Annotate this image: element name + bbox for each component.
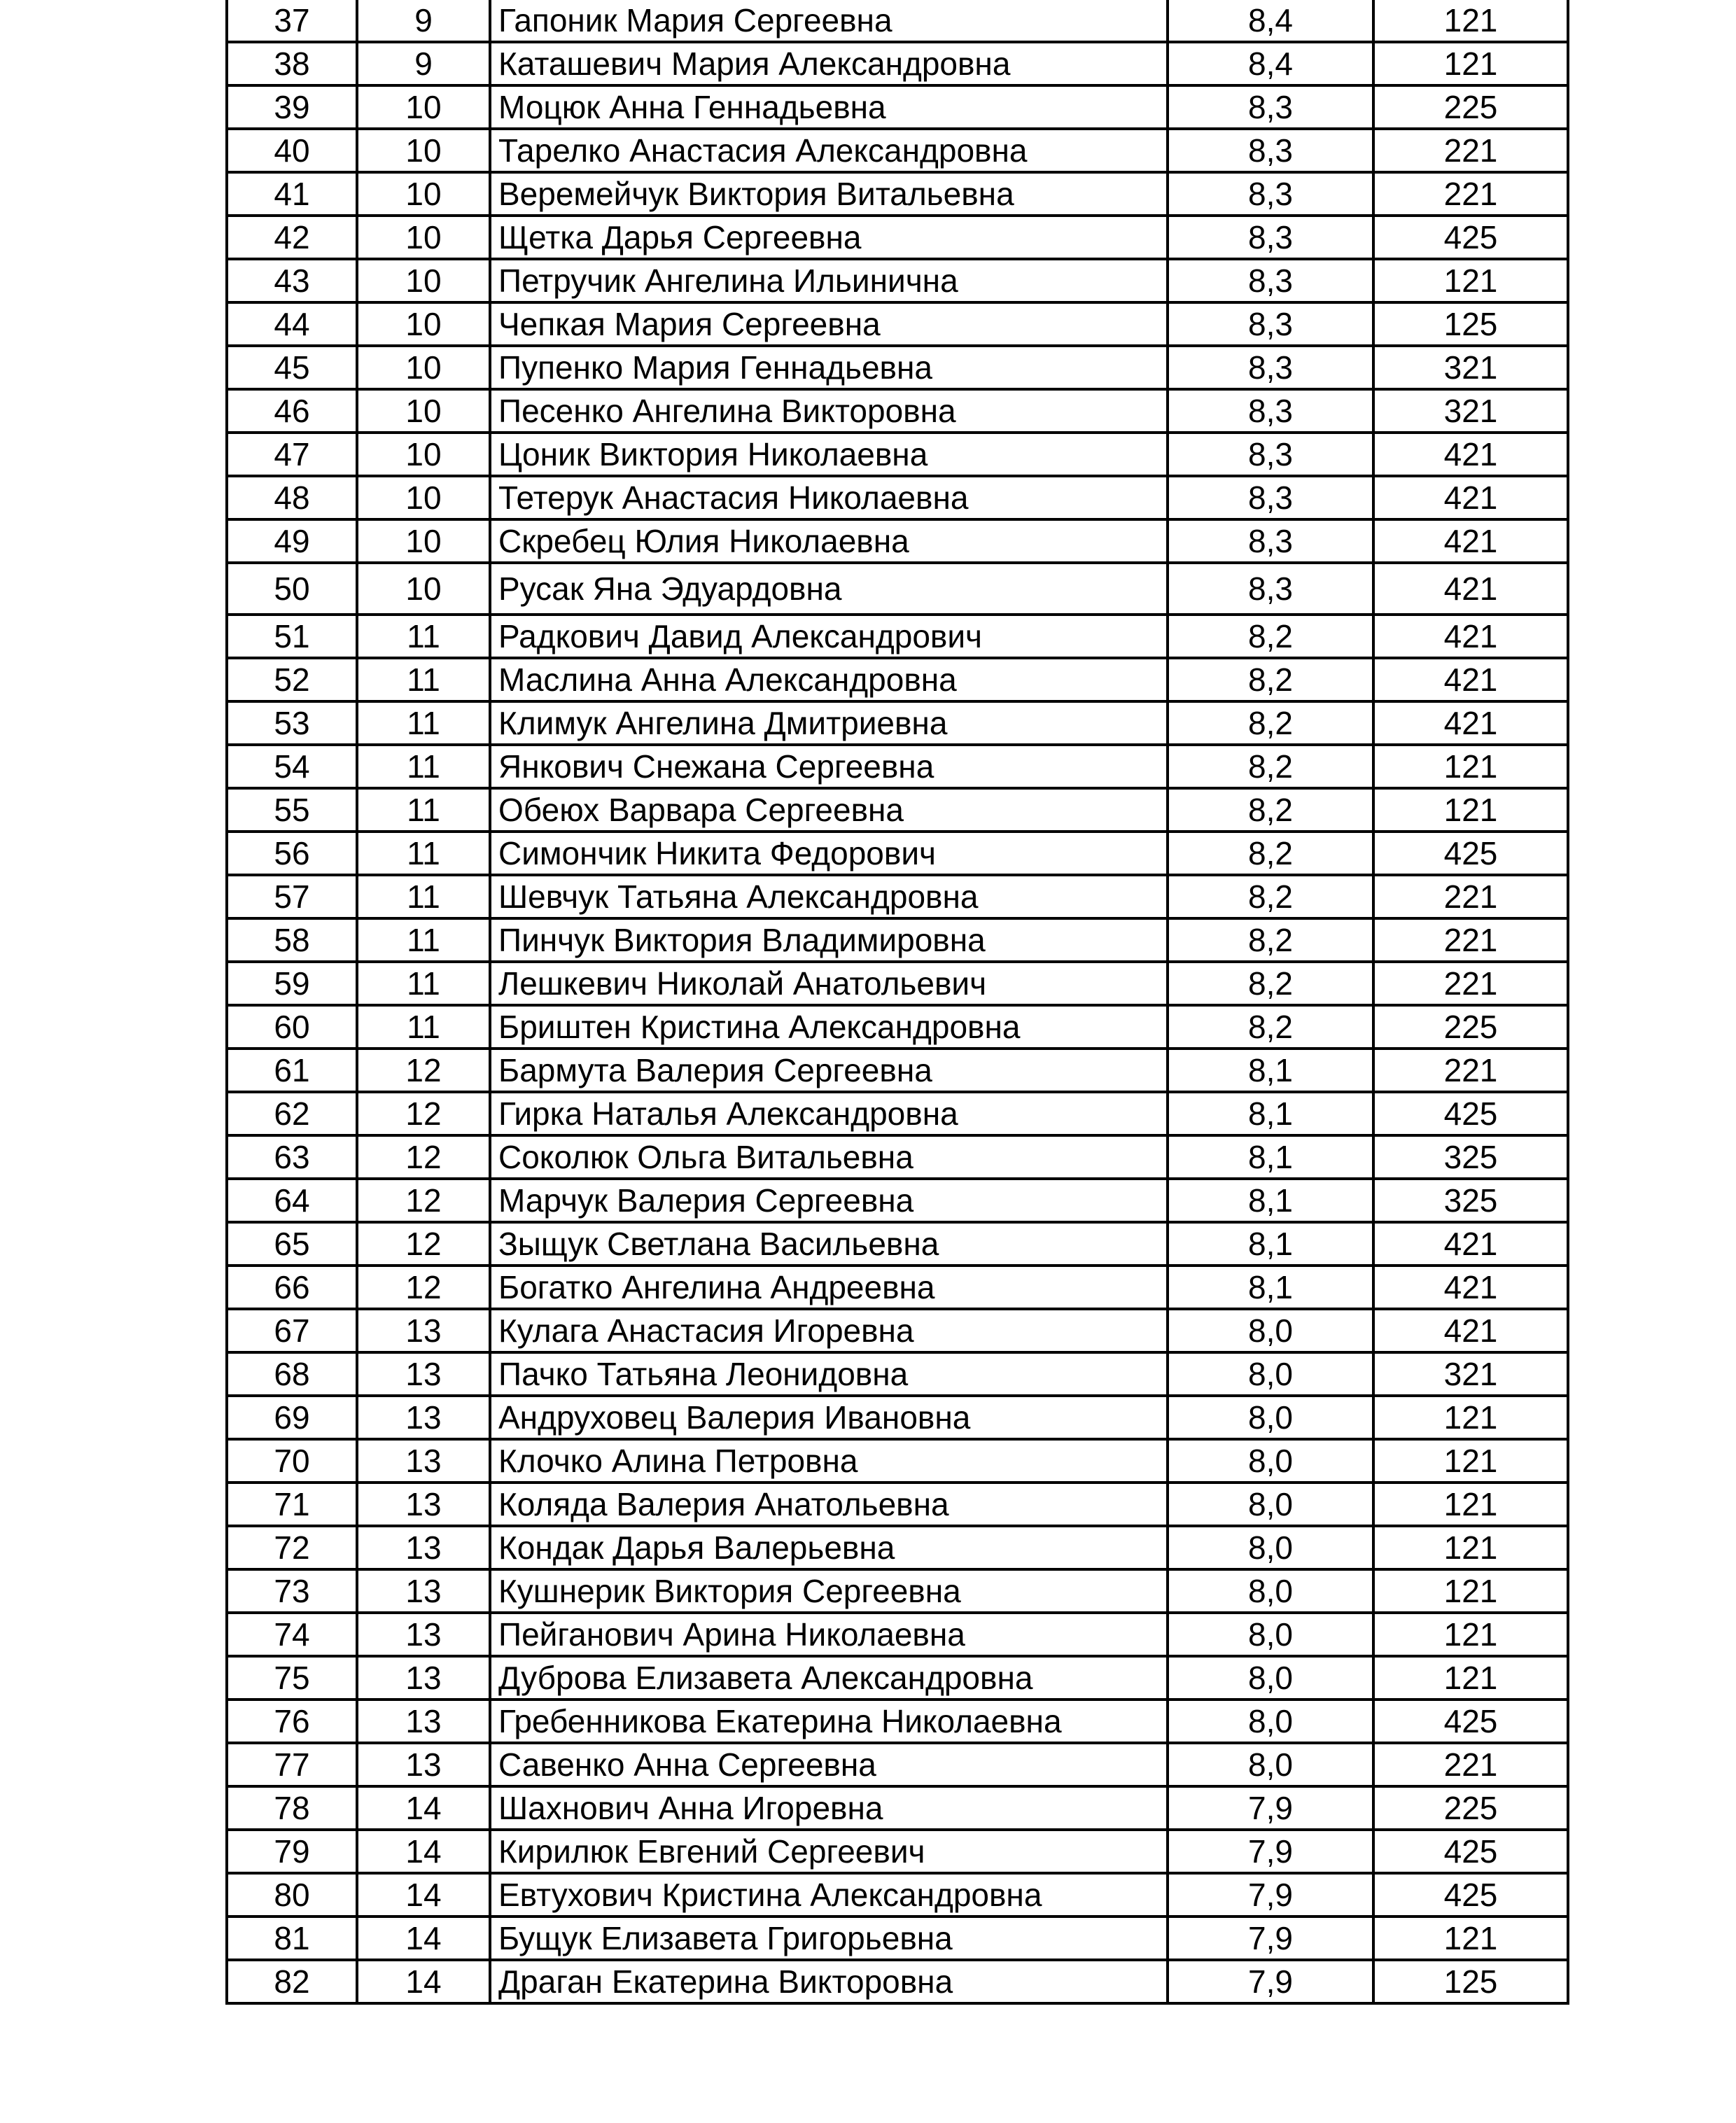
group-code-cell: 225 <box>1373 1005 1568 1049</box>
row-number-cell: 56 <box>227 832 357 875</box>
row-number-cell: 82 <box>227 1960 357 2003</box>
student-name-cell: Бармута Валерия Сергеевна <box>490 1049 1168 1092</box>
row-number-cell: 61 <box>227 1049 357 1092</box>
place-cell: 14 <box>357 1873 490 1917</box>
row-number-cell: 47 <box>227 433 357 476</box>
place-cell: 13 <box>357 1569 490 1613</box>
student-name-cell: Шахнович Анна Игоревна <box>490 1786 1168 1830</box>
table-row <box>227 1135 1568 1179</box>
table-row <box>227 832 1568 875</box>
table-row <box>227 1526 1568 1569</box>
group-code-cell: 121 <box>1373 42 1568 85</box>
average-score-cell: 8,1 <box>1168 1092 1373 1135</box>
student-name-cell: Соколюк Ольга Витальевна <box>490 1135 1168 1179</box>
row-number-cell: 62 <box>227 1092 357 1135</box>
row-number-cell: 37 <box>227 0 357 42</box>
group-code-cell: 421 <box>1373 563 1568 615</box>
group-code-cell: 221 <box>1373 172 1568 216</box>
table-row <box>227 1960 1568 2003</box>
average-score-cell: 7,9 <box>1168 1873 1373 1917</box>
place-cell: 12 <box>357 1049 490 1092</box>
place-cell: 10 <box>357 259 490 302</box>
average-score-cell: 8,3 <box>1168 259 1373 302</box>
table-row <box>227 42 1568 85</box>
place-cell: 10 <box>357 563 490 615</box>
row-number-cell: 59 <box>227 962 357 1005</box>
average-score-cell: 8,3 <box>1168 129 1373 172</box>
table-row <box>227 1743 1568 1786</box>
average-score-cell: 7,9 <box>1168 1917 1373 1960</box>
group-code-cell: 421 <box>1373 1309 1568 1352</box>
group-code-cell: 421 <box>1373 658 1568 701</box>
place-cell: 12 <box>357 1092 490 1135</box>
average-score-cell: 8,0 <box>1168 1526 1373 1569</box>
average-score-cell: 8,1 <box>1168 1222 1373 1266</box>
student-name-cell: Евтухович Кристина Александровна <box>490 1873 1168 1917</box>
group-code-cell: 121 <box>1373 745 1568 788</box>
place-cell: 12 <box>357 1266 490 1309</box>
student-name-cell: Бриштен Кристина Александровна <box>490 1005 1168 1049</box>
student-name-cell: Радкович Давид Александрович <box>490 615 1168 658</box>
average-score-cell: 8,3 <box>1168 346 1373 389</box>
group-code-cell: 421 <box>1373 1266 1568 1309</box>
group-code-cell: 421 <box>1373 476 1568 519</box>
place-cell: 10 <box>357 389 490 433</box>
student-name-cell: Кондак Дарья Валерьевна <box>490 1526 1168 1569</box>
table-row <box>227 1700 1568 1743</box>
row-number-cell: 52 <box>227 658 357 701</box>
group-code-cell: 121 <box>1373 788 1568 832</box>
group-code-cell: 425 <box>1373 216 1568 259</box>
average-score-cell: 8,0 <box>1168 1352 1373 1396</box>
average-score-cell: 8,2 <box>1168 832 1373 875</box>
group-code-cell: 121 <box>1373 1656 1568 1700</box>
place-cell: 9 <box>357 42 490 85</box>
group-code-cell: 121 <box>1373 1569 1568 1613</box>
student-name-cell: Русак Яна Эдуардовна <box>490 563 1168 615</box>
average-score-cell: 8,2 <box>1168 875 1373 918</box>
row-number-cell: 76 <box>227 1700 357 1743</box>
group-code-cell: 425 <box>1373 832 1568 875</box>
row-number-cell: 60 <box>227 1005 357 1049</box>
table-row <box>227 1179 1568 1222</box>
place-cell: 11 <box>357 875 490 918</box>
average-score-cell: 8,3 <box>1168 519 1373 563</box>
row-number-cell: 51 <box>227 615 357 658</box>
table-row <box>227 216 1568 259</box>
row-number-cell: 63 <box>227 1135 357 1179</box>
place-cell: 10 <box>357 476 490 519</box>
average-score-cell: 8,3 <box>1168 389 1373 433</box>
group-code-cell: 125 <box>1373 302 1568 346</box>
average-score-cell: 8,1 <box>1168 1179 1373 1222</box>
average-score-cell: 8,2 <box>1168 745 1373 788</box>
row-number-cell: 42 <box>227 216 357 259</box>
average-score-cell: 7,9 <box>1168 1960 1373 2003</box>
group-code-cell: 221 <box>1373 129 1568 172</box>
row-number-cell: 70 <box>227 1439 357 1483</box>
average-score-cell: 8,3 <box>1168 563 1373 615</box>
average-score-cell: 8,3 <box>1168 216 1373 259</box>
average-score-cell: 8,0 <box>1168 1613 1373 1656</box>
student-name-cell: Кирилюк Евгений Сергеевич <box>490 1830 1168 1873</box>
group-code-cell: 325 <box>1373 1179 1568 1222</box>
place-cell: 13 <box>357 1309 490 1352</box>
average-score-cell: 8,4 <box>1168 42 1373 85</box>
group-code-cell: 425 <box>1373 1830 1568 1873</box>
place-cell: 13 <box>357 1700 490 1743</box>
row-number-cell: 80 <box>227 1873 357 1917</box>
row-number-cell: 78 <box>227 1786 357 1830</box>
student-name-cell: Скребец Юлия Николаевна <box>490 519 1168 563</box>
average-score-cell: 8,2 <box>1168 615 1373 658</box>
place-cell: 14 <box>357 1917 490 1960</box>
table-row <box>227 1005 1568 1049</box>
place-cell: 10 <box>357 216 490 259</box>
table-row <box>227 1352 1568 1396</box>
row-number-cell: 75 <box>227 1656 357 1700</box>
student-name-cell: Коляда Валерия Анатольевна <box>490 1483 1168 1526</box>
place-cell: 9 <box>357 0 490 42</box>
row-number-cell: 64 <box>227 1179 357 1222</box>
place-cell: 11 <box>357 615 490 658</box>
table-row <box>227 745 1568 788</box>
student-name-cell: Марчук Валерия Сергеевна <box>490 1179 1168 1222</box>
table-row <box>227 1266 1568 1309</box>
student-name-cell: Петручик Ангелина Ильинична <box>490 259 1168 302</box>
row-number-cell: 73 <box>227 1569 357 1613</box>
table-row <box>227 259 1568 302</box>
table-row <box>227 1222 1568 1266</box>
student-name-cell: Богатко Ангелина Андреевна <box>490 1266 1168 1309</box>
student-name-cell: Пинчук Виктория Владимировна <box>490 918 1168 962</box>
table-row <box>227 701 1568 745</box>
table-row <box>227 1439 1568 1483</box>
table-row <box>227 658 1568 701</box>
average-score-cell: 8,0 <box>1168 1439 1373 1483</box>
table-row <box>227 346 1568 389</box>
place-cell: 10 <box>357 172 490 216</box>
row-number-cell: 49 <box>227 519 357 563</box>
table-row <box>227 1309 1568 1352</box>
ranking-table-container <box>225 0 1569 2005</box>
student-name-cell: Пачко Татьяна Леонидовна <box>490 1352 1168 1396</box>
place-cell: 14 <box>357 1960 490 2003</box>
group-code-cell: 321 <box>1373 389 1568 433</box>
group-code-cell: 425 <box>1373 1873 1568 1917</box>
student-name-cell: Зыщук Светлана Васильевна <box>490 1222 1168 1266</box>
row-number-cell: 65 <box>227 1222 357 1266</box>
place-cell: 11 <box>357 1005 490 1049</box>
student-name-cell: Янкович Снежана Сергеевна <box>490 745 1168 788</box>
row-number-cell: 41 <box>227 172 357 216</box>
group-code-cell: 121 <box>1373 1526 1568 1569</box>
place-cell: 10 <box>357 85 490 129</box>
place-cell: 13 <box>357 1439 490 1483</box>
average-score-cell: 8,0 <box>1168 1309 1373 1352</box>
row-number-cell: 44 <box>227 302 357 346</box>
average-score-cell: 8,2 <box>1168 918 1373 962</box>
row-number-cell: 71 <box>227 1483 357 1526</box>
average-score-cell: 7,9 <box>1168 1830 1373 1873</box>
student-name-cell: Кушнерик Виктория Сергеевна <box>490 1569 1168 1613</box>
table-row <box>227 0 1568 42</box>
average-score-cell: 8,2 <box>1168 962 1373 1005</box>
group-code-cell: 221 <box>1373 1743 1568 1786</box>
row-number-cell: 39 <box>227 85 357 129</box>
row-number-cell: 66 <box>227 1266 357 1309</box>
table-row <box>227 615 1568 658</box>
average-score-cell: 8,3 <box>1168 433 1373 476</box>
table-row <box>227 962 1568 1005</box>
average-score-cell: 8,3 <box>1168 476 1373 519</box>
place-cell: 12 <box>357 1179 490 1222</box>
student-name-cell: Бущук Елизавета Григорьевна <box>490 1917 1168 1960</box>
table-row <box>227 1613 1568 1656</box>
group-code-cell: 321 <box>1373 1352 1568 1396</box>
group-code-cell: 421 <box>1373 615 1568 658</box>
place-cell: 14 <box>357 1830 490 1873</box>
group-code-cell: 421 <box>1373 1222 1568 1266</box>
average-score-cell: 8,0 <box>1168 1743 1373 1786</box>
average-score-cell: 8,3 <box>1168 302 1373 346</box>
average-score-cell: 8,2 <box>1168 658 1373 701</box>
student-name-cell: Кулага Анастасия Игоревна <box>490 1309 1168 1352</box>
row-number-cell: 79 <box>227 1830 357 1873</box>
group-code-cell: 121 <box>1373 259 1568 302</box>
place-cell: 10 <box>357 346 490 389</box>
group-code-cell: 225 <box>1373 85 1568 129</box>
table-row <box>227 389 1568 433</box>
row-number-cell: 72 <box>227 1526 357 1569</box>
student-name-cell: Клочко Алина Петровна <box>490 1439 1168 1483</box>
row-number-cell: 38 <box>227 42 357 85</box>
place-cell: 13 <box>357 1352 490 1396</box>
table-row <box>227 788 1568 832</box>
place-cell: 12 <box>357 1135 490 1179</box>
student-name-cell: Драган Екатерина Викторовна <box>490 1960 1168 2003</box>
student-name-cell: Маслина Анна Александровна <box>490 658 1168 701</box>
group-code-cell: 421 <box>1373 519 1568 563</box>
average-score-cell: 8,2 <box>1168 788 1373 832</box>
table-row <box>227 1569 1568 1613</box>
table-row <box>227 476 1568 519</box>
row-number-cell: 69 <box>227 1396 357 1439</box>
table-row <box>227 1092 1568 1135</box>
group-code-cell: 121 <box>1373 1439 1568 1483</box>
average-score-cell: 8,1 <box>1168 1049 1373 1092</box>
table-row <box>227 563 1568 615</box>
student-name-cell: Шевчук Татьяна Александровна <box>490 875 1168 918</box>
row-number-cell: 55 <box>227 788 357 832</box>
group-code-cell: 121 <box>1373 1396 1568 1439</box>
ranking-table <box>225 0 1569 2005</box>
row-number-cell: 67 <box>227 1309 357 1352</box>
table-row <box>227 875 1568 918</box>
student-name-cell: Каташевич Мария Александровна <box>490 42 1168 85</box>
place-cell: 10 <box>357 433 490 476</box>
place-cell: 13 <box>357 1526 490 1569</box>
row-number-cell: 43 <box>227 259 357 302</box>
table-row <box>227 302 1568 346</box>
group-code-cell: 425 <box>1373 1092 1568 1135</box>
table-row <box>227 1483 1568 1526</box>
average-score-cell: 8,1 <box>1168 1135 1373 1179</box>
table-row <box>227 85 1568 129</box>
average-score-cell: 8,0 <box>1168 1483 1373 1526</box>
group-code-cell: 221 <box>1373 875 1568 918</box>
place-cell: 11 <box>357 962 490 1005</box>
row-number-cell: 77 <box>227 1743 357 1786</box>
table-row <box>227 918 1568 962</box>
student-name-cell: Дуброва Елизавета Александровна <box>490 1656 1168 1700</box>
group-code-cell: 221 <box>1373 918 1568 962</box>
student-name-cell: Андруховец Валерия Ивановна <box>490 1396 1168 1439</box>
place-cell: 11 <box>357 918 490 962</box>
student-name-cell: Пупенко Мария Геннадьевна <box>490 346 1168 389</box>
place-cell: 13 <box>357 1743 490 1786</box>
place-cell: 11 <box>357 745 490 788</box>
group-code-cell: 121 <box>1373 1917 1568 1960</box>
average-score-cell: 8,0 <box>1168 1700 1373 1743</box>
table-row <box>227 1917 1568 1960</box>
group-code-cell: 221 <box>1373 962 1568 1005</box>
table-row <box>227 519 1568 563</box>
student-name-cell: Обеюх Варвара Сергеевна <box>490 788 1168 832</box>
place-cell: 13 <box>357 1656 490 1700</box>
group-code-cell: 125 <box>1373 1960 1568 2003</box>
table-row <box>227 1656 1568 1700</box>
average-score-cell: 8,2 <box>1168 1005 1373 1049</box>
group-code-cell: 121 <box>1373 1613 1568 1656</box>
row-number-cell: 58 <box>227 918 357 962</box>
place-cell: 11 <box>357 788 490 832</box>
group-code-cell: 225 <box>1373 1786 1568 1830</box>
row-number-cell: 57 <box>227 875 357 918</box>
row-number-cell: 45 <box>227 346 357 389</box>
place-cell: 11 <box>357 832 490 875</box>
row-number-cell: 54 <box>227 745 357 788</box>
row-number-cell: 74 <box>227 1613 357 1656</box>
average-score-cell: 8,2 <box>1168 701 1373 745</box>
row-number-cell: 50 <box>227 563 357 615</box>
student-name-cell: Симончик Никита Федорович <box>490 832 1168 875</box>
group-code-cell: 421 <box>1373 433 1568 476</box>
table-row <box>227 129 1568 172</box>
row-number-cell: 68 <box>227 1352 357 1396</box>
table-row <box>227 1049 1568 1092</box>
average-score-cell: 7,9 <box>1168 1786 1373 1830</box>
place-cell: 10 <box>357 519 490 563</box>
group-code-cell: 425 <box>1373 1700 1568 1743</box>
student-name-cell: Гребенникова Екатерина Николаевна <box>490 1700 1168 1743</box>
student-name-cell: Климук Ангелина Дмитриевна <box>490 701 1168 745</box>
group-code-cell: 121 <box>1373 1483 1568 1526</box>
average-score-cell: 8,0 <box>1168 1569 1373 1613</box>
average-score-cell: 8,0 <box>1168 1396 1373 1439</box>
place-cell: 13 <box>357 1396 490 1439</box>
ranking-table-body <box>227 0 1568 2003</box>
place-cell: 14 <box>357 1786 490 1830</box>
average-score-cell: 8,3 <box>1168 172 1373 216</box>
student-name-cell: Гирка Наталья Александровна <box>490 1092 1168 1135</box>
group-code-cell: 321 <box>1373 346 1568 389</box>
table-row <box>227 1830 1568 1873</box>
place-cell: 11 <box>357 701 490 745</box>
student-name-cell: Щетка Дарья Сергеевна <box>490 216 1168 259</box>
average-score-cell: 8,0 <box>1168 1656 1373 1700</box>
table-row <box>227 433 1568 476</box>
group-code-cell: 325 <box>1373 1135 1568 1179</box>
row-number-cell: 48 <box>227 476 357 519</box>
student-name-cell: Тарелко Анастасия Александровна <box>490 129 1168 172</box>
student-name-cell: Моцюк Анна Геннадьевна <box>490 85 1168 129</box>
place-cell: 13 <box>357 1483 490 1526</box>
student-name-cell: Песенко Ангелина Викторовна <box>490 389 1168 433</box>
place-cell: 10 <box>357 129 490 172</box>
average-score-cell: 8,4 <box>1168 0 1373 42</box>
student-name-cell: Чепкая Мария Сергеевна <box>490 302 1168 346</box>
group-code-cell: 221 <box>1373 1049 1568 1092</box>
table-row <box>227 1786 1568 1830</box>
group-code-cell: 421 <box>1373 701 1568 745</box>
row-number-cell: 46 <box>227 389 357 433</box>
student-name-cell: Пейганович Арина Николаевна <box>490 1613 1168 1656</box>
row-number-cell: 53 <box>227 701 357 745</box>
student-name-cell: Савенко Анна Сергеевна <box>490 1743 1168 1786</box>
student-name-cell: Веремейчук Виктория Витальевна <box>490 172 1168 216</box>
student-name-cell: Тетерук Анастасия Николаевна <box>490 476 1168 519</box>
table-row <box>227 1873 1568 1917</box>
student-name-cell: Цоник Виктория Николаевна <box>490 433 1168 476</box>
row-number-cell: 40 <box>227 129 357 172</box>
place-cell: 12 <box>357 1222 490 1266</box>
group-code-cell: 121 <box>1373 0 1568 42</box>
place-cell: 10 <box>357 302 490 346</box>
student-name-cell: Лешкевич Николай Анатольевич <box>490 962 1168 1005</box>
table-row <box>227 172 1568 216</box>
row-number-cell: 81 <box>227 1917 357 1960</box>
table-row <box>227 1396 1568 1439</box>
average-score-cell: 8,1 <box>1168 1266 1373 1309</box>
place-cell: 13 <box>357 1613 490 1656</box>
place-cell: 11 <box>357 658 490 701</box>
student-name-cell: Гапоник Мария Сергеевна <box>490 0 1168 42</box>
average-score-cell: 8,3 <box>1168 85 1373 129</box>
